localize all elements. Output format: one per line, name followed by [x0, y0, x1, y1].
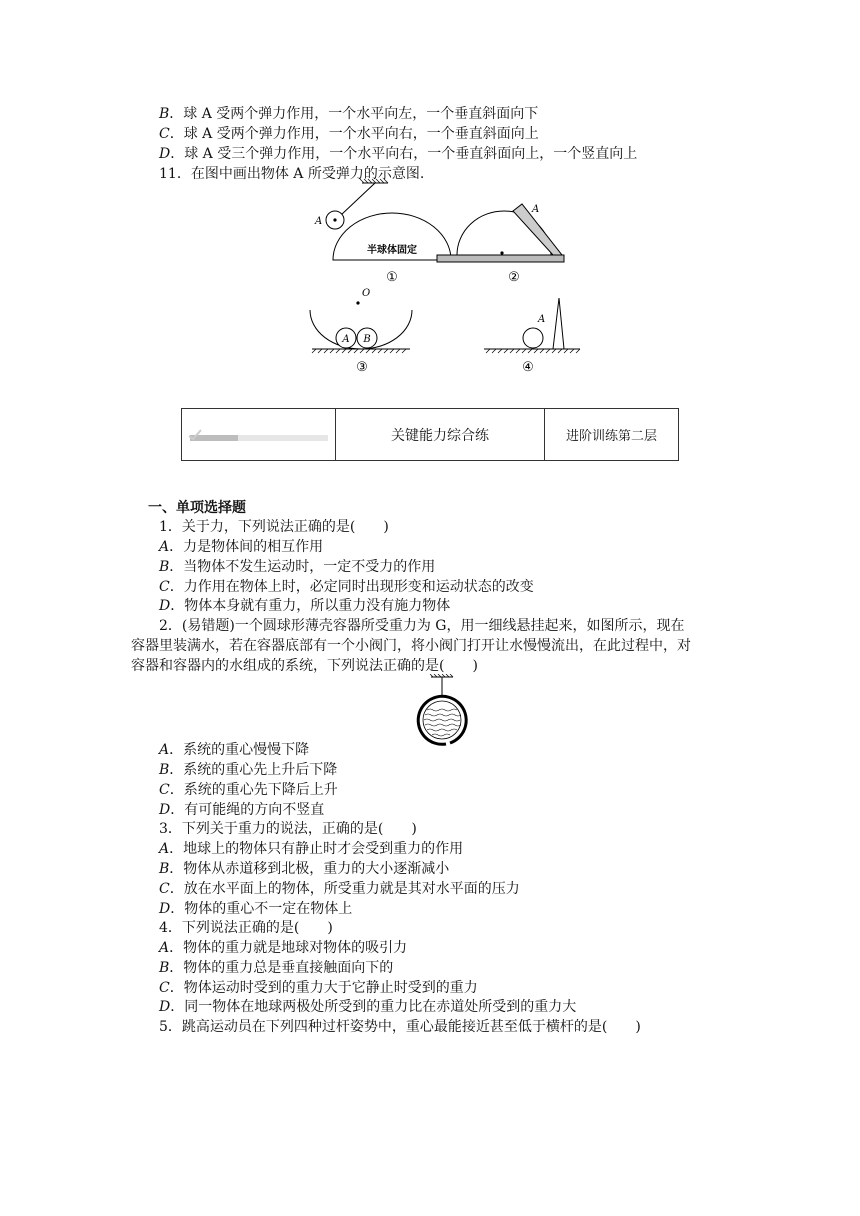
q2-option-a: A．系统的重心慢慢下降	[159, 742, 310, 758]
q3-option-b: B．物体从赤道移到北极，重力的大小逐渐减小	[159, 861, 450, 877]
q1-stem: 1．关于力，下列说法正确的是( )	[159, 519, 389, 535]
num-1: ①	[386, 270, 398, 285]
q4-option-d: D．同一物体在地球两极处所受到的重力比在赤道处所受到的重力大	[159, 999, 577, 1015]
label-a-2: A	[532, 204, 540, 215]
q4-option-b: B．物体的重力总是垂直接触面向下的	[159, 960, 394, 976]
q2-option-c: C．系统的重心先下降后上升	[159, 782, 338, 798]
num-2: ②	[508, 270, 520, 285]
q2-stem-1: 2．(易错题)一个圆球形薄壳容器所受重力为 G，用一细线悬挂起来，如图所示，现在	[159, 618, 685, 634]
label-b-3: B	[363, 334, 371, 345]
label-o: O	[362, 288, 371, 299]
num-4: ④	[522, 360, 534, 375]
elastic-force-figure	[300, 175, 580, 380]
label-a-3: A	[342, 334, 350, 345]
q2-option-b: B．系统的重心先上升后下降	[159, 762, 338, 778]
label-a-1: A	[315, 216, 323, 227]
progress-bar	[190, 435, 328, 441]
q4-option-c: C．物体运动时受到的重力大于它静止时受到的重力	[159, 980, 478, 996]
panel-1	[314, 179, 451, 285]
q3-option-a: A．地球上的物体只有静止时才会受到重力的作用	[159, 841, 464, 857]
q3-option-d: D．物体的重心不一定在物体上	[159, 901, 353, 917]
option-c-prev: C．球 A 受两个弹力作用，一个水平向右，一个垂直斜面向上	[159, 126, 539, 142]
q2-option-d: D．有可能绳的方向不竖直	[159, 802, 325, 818]
section-box	[181, 408, 679, 461]
container-figure	[415, 674, 471, 748]
q4-stem: 4．下列说法正确的是( )	[159, 920, 333, 936]
q4-option-a: A．物体的重力就是地球对物体的吸引力	[159, 940, 408, 956]
option-b-prev: B．球 A 受两个弹力作用，一个水平向左，一个垂直斜面向下	[159, 106, 539, 122]
q2-stem-2: 容器里装满水，若在容器底部有一个小阀门，将小阀门打开让水慢慢流出，在此过程中，对	[131, 638, 691, 654]
option-d-prev: D．球 A 受三个弹力作用，一个水平向右，一个垂直斜面向上，一个竖直向上	[159, 146, 638, 162]
section-subtitle: 进阶训练第二层	[565, 429, 657, 444]
question-11: 11．在图中画出物体 A 所受弹力的示意图.	[159, 166, 425, 182]
panel-4	[484, 298, 580, 375]
progress-cell	[182, 409, 336, 460]
q2-stem-3: 容器和容器内的水组成的系统，下列说法正确的是( )	[131, 658, 478, 674]
label-a-4: A	[538, 314, 546, 325]
num-3: ③	[356, 360, 368, 375]
q1-option-a: A．力是物体间的相互作用	[159, 539, 324, 555]
check-icon	[188, 429, 202, 441]
q3-option-c: C．放在水平面上的物体，所受重力就是其对水平面的压力	[159, 881, 520, 897]
q1-option-d: D．物体本身就有重力，所以重力没有施力物体	[159, 598, 451, 614]
hemisphere-label: 半球体固定	[367, 245, 417, 256]
q1-option-c: C．力作用在物体上时，必定同时出现形变和运动状态的改变	[159, 579, 534, 595]
panel-2	[437, 204, 564, 285]
section-heading: 一、单项选择题	[148, 500, 246, 516]
q1-option-b: B．当物体不发生运动时，一定不受力的作用	[159, 559, 436, 575]
section-title: 关键能力综合练	[336, 409, 545, 460]
panel-3	[310, 288, 412, 375]
q5-stem: 5．跳高运动员在下列四种过杆姿势中，重心最能接近甚至低于横杆的是( )	[159, 1019, 641, 1035]
q3-stem: 3．下列关于重力的说法，正确的是( )	[159, 821, 417, 837]
